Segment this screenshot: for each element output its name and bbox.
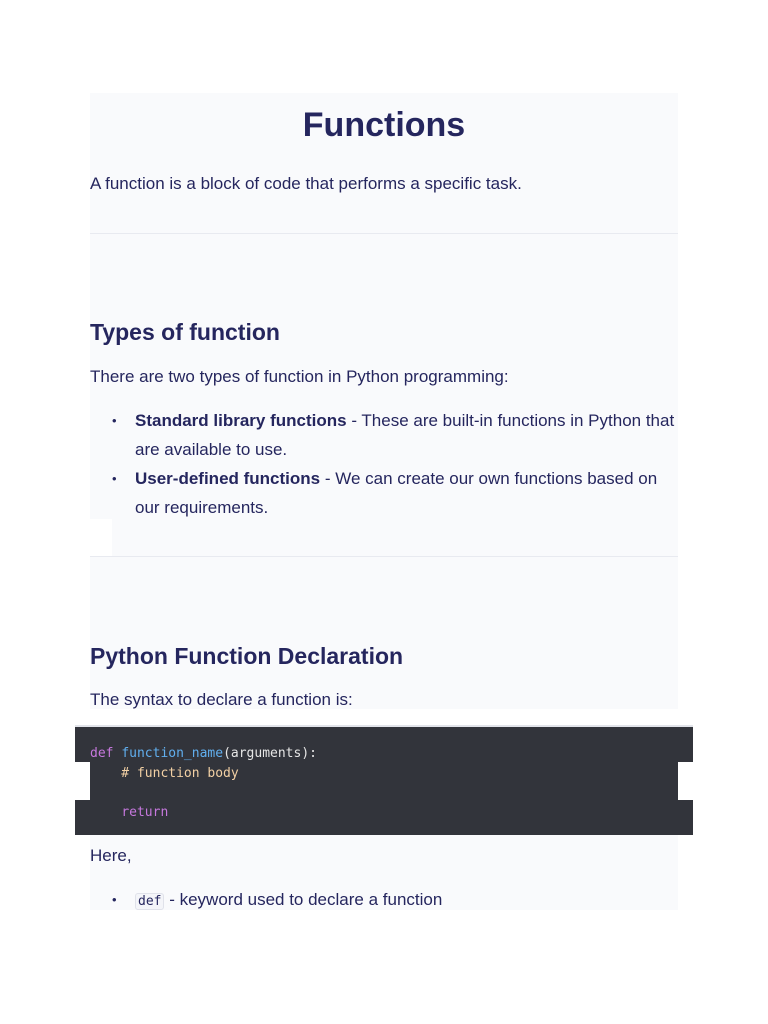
code-content[interactable] bbox=[90, 744, 317, 822]
code-keyword: return bbox=[121, 804, 169, 820]
list-item bbox=[90, 406, 678, 464]
list-item-desc: - keyword used to declare a function bbox=[164, 890, 443, 909]
list-item bbox=[90, 885, 678, 916]
declaration-text: The syntax to declare a function is: bbox=[90, 690, 353, 709]
bullet-icon: • bbox=[112, 471, 117, 486]
divider bbox=[90, 556, 678, 557]
section-heading-declaration: Python Function Declaration bbox=[90, 643, 404, 669]
divider bbox=[90, 233, 678, 234]
types-list bbox=[90, 406, 678, 522]
explanation-list bbox=[90, 885, 678, 916]
here-text: Here, bbox=[90, 846, 132, 865]
bullet-icon: • bbox=[112, 892, 117, 907]
code-arguments: (arguments): bbox=[223, 746, 317, 761]
types-panel-tail bbox=[112, 519, 678, 556]
list-item bbox=[90, 464, 678, 522]
list-item-desc: - We can create our own functions based on our requirements. bbox=[135, 469, 658, 517]
code-keyword: def bbox=[90, 746, 114, 761]
types-text: There are two types of function in Python programming: bbox=[90, 367, 509, 386]
code-edge-left bbox=[75, 762, 90, 800]
code-function-name: function_name bbox=[121, 746, 224, 761]
bullet-icon: • bbox=[112, 413, 117, 428]
code-comment: # function body bbox=[90, 765, 239, 781]
intro-text: A function is a block of code that performs a specific task. bbox=[90, 174, 522, 193]
section-heading-types: Types of function bbox=[90, 319, 280, 345]
list-item-term: Standard library functions bbox=[135, 411, 347, 430]
inline-code: def bbox=[135, 893, 164, 910]
list-item-desc: - These are built-in functions in Python that are available to use. bbox=[135, 411, 675, 459]
list-item-term: User-defined functions bbox=[135, 469, 321, 488]
code-edge-right bbox=[678, 762, 693, 800]
page-title: Functions bbox=[302, 106, 466, 144]
